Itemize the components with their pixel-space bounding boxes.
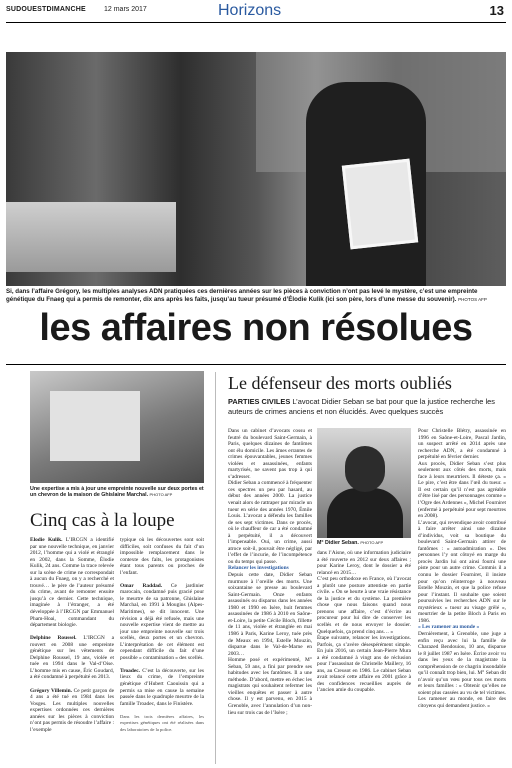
defenseur-title: Le défenseur des morts oubliés	[228, 373, 452, 393]
section-title: Horizons	[218, 2, 282, 19]
seban-caption: M° Didier Seban. PHOTO AFP	[317, 540, 384, 546]
main-photo-caption: Si, dans l’affaire Grégory, les multiples analyses ADN pratiquées ces dernières années sur les pièces à conviction n’ont pas levé le mystère, c’est une empreinte génétique du Fnaeg qui a permis de remonter, dix ans après les faits, jusqu’au tueur présumé d’Élodie Kulik (ici son père, lors d’une messe du souvenir). PHOTOS AFP	[6, 288, 487, 303]
column-divider	[215, 372, 216, 764]
page-header	[0, 0, 512, 22]
header-divider	[6, 22, 506, 23]
headline-divider	[6, 364, 506, 365]
page-number: 13	[489, 3, 504, 18]
article-col-2: dans l’Aisne, où une information judiciaire a été rouverte en 2012 sur deux affaires ; pour Karine Leroy, dont le dossier a été relancé en 2015… C’est peu orthodoxe en France, où l’avocat a plutôt une posture attentiste en partie civile. « On se heurte à une vraie résistance de la justice et du système. La première chose que nous faisons quand nous prenons une affaire, c’est d’écrire au procureur pour lui dire de conserver les scellés et de nous envoyer le dossier. Quelquefois, ça prend cinq ans… » Étape suivante, relancer les investigations. Parfois, ça s’avère désespérément simple. En juin 2016, un certain Jean-Pierre Mura a été condamné à vingt ans de réclusion pour l’assassinat de Christelle Maillery, 16 ans, au Creusot en 1986. Le cabinet Seban avait relancé cette affaire en 2001 grâce à des confidences recueillies auprès de l’ancien amie du coupable.	[317, 550, 411, 694]
house-photo	[30, 371, 204, 483]
brand-logo: SUDOUESTDIMANCHE	[6, 6, 86, 13]
page-headline: les affaires non résolues	[39, 307, 473, 349]
article-col-1: Dans un cabinet d’avocats cossu et feutré du boulevard Saint-Germain, à Paris, quelques dizaines de fantômes ont élu domicile. Les âmes errantes de crimes épouvantables, jeunes femmes violées et assassinées, enfants martyrisés, ne savent pas trop à qui s’adresser. Didier Seban a commencé à fréquenter ces spectres un peu par hasard, au début des années 2000. La justice venait alors de rattraper par miracle un tueur en série des années 1970, Émile Louis. L’avocat a défendu les familles de ses sept victimes. Dans ce procès, où le chauffeur de car a été condamné à perpétuité, il a découvert l’impensable. Oui, un crime, aussi atroce soit-il, pouvait être négligé, par l’effet de l’incurie, de l’incompétence ou du temps qui passe. Relancer les investigations Depuis cette date, Didier Seban murmure à l’oreille des morts. Une soixantaine se presse au boulevard Saint-Germain. Onze enfants assassinés ou disparus dans les années 1980 et 1990 en Isère, huit femmes assassinées de 1986 à 2010 en Saône-et-Loire, la petite Cécile Bloch, fillette de 11 ans, violée et étranglée en mai 1986 à Paris, Karine Leroy, tuée près de Meaux en 1994, Estelle Mouzin, disparue dans le Val-de-Marne en 2003… Homme posé et expérimenté, M° Seban, 59 ans, a fini par prendre ses habitudes avec les fantômes. Il a une méthode. D’abord, mettre en échec les magistrats qui souhaitent refermer les vieilles enquêtes et passer à autre chose. Il y est parvenu, en 2015 à Grenoble, avec l’annulation d’un non-lieu sur trois cas de l’Isère ;	[228, 428, 312, 716]
article-chapeau: PARTIES CIVILES L’avocat Didier Seban se bat pour que la justice recherche les auteurs de crimes anciens et non élucidés. Avec quelques succès	[228, 397, 495, 416]
seban-portrait	[317, 428, 411, 538]
cinq-cas-col-1: Élodie Kulik. L’IRCGN a identifié par une nouvelle technique, en janvier 2012, l’homme qui a violé et étranglé en 2002, dans la Somme, Élodie Kulik, 24 ans. Comme la trace relevée sur la scène de crime ne correspondait à aucun du Fnaeg, on y a recherché et trouvé… le père de l’auteur présumé du crime, avant de remonter ensuite jusqu’à ce dernier. Cette technique, imaginée à l’étranger, a été développée à l’IRCGN par Emmanuel Pham-Hoai, commandant du département biologie. Delphine Roussel. L’IRCGN a rouvert en 2008 une empreinte génétique sur les vêtements de Delphine Roussel, 19 ans, violée et tuée en 1994 dans le Val-d’Oise. L’homme mis en cause, Éric Goudard, a été condamné à perpétuité en 2013. Grégory Villemin. Ce petit garçon de 4 ans a été tué en 1984 dans les Vosges. Les multiples nouvelles expertises ordonnées ces dernières années sur les pièces à conviction n’ont pas permis de résoudre l’affaire : l’exemple	[30, 537, 114, 733]
cinq-cas-col-2: typique où les découvertes sont soit difficiles, soit confuses du fait d’un impossible remplacement dans le contexte des faits, les protagonistes étant tous parents ou proches de l’enfant. Omar Raddad. Ce jardinier marocain, condamné puis gracié pour le meurtre de sa patronne, Ghislaine Marchal, en 1991 à Mougins (Alpes-Maritimes), se dit innocent. Une révision a déjà été refusée, mais une nouvelle expertise vient de mettre au jour une empreinte nouvelle sur trois scellés, deux portes et un chevron. L’interprétation de cet élément est cependant difficile du fait d’une possible « contamination » des scellés. Troadec. C’est la découverte, sur les lieux du crime, de l’empreinte génétique d’Hubert Caouissin qui a permis sa mise en cause la semaine passée dans le quadruple meurtre de la famille Troadec, dans le Finistère. Dans les trois dernières affaires, les expertises génétiques ont été réalisées dans des laboratoires de la police.	[120, 537, 204, 732]
house-photo-caption: Une expertise a mis à jour une empreinte nouvelle sur deux portes et un chevron de la maison de Ghislaine Marchal. PHOTO AFP	[30, 486, 204, 499]
article-col-3: Pour Christelle Blétry, assassinée en 1996 en Saône-et-Loire, Pascal Jardin, un suspect arrêté en 2014 après une recherche ADN, a été condamné à perpétuité en février dernier. Aux procès, Didier Seban s’est plus seulement aux côtés des morts, mais face à leurs meurtriers. Il déteste ça. « Le pire, c’est être dans l’œil du tueur. » Il est certain qu’il n’est pas agréable d’être lisé par des personnages comme « l’Ogre des Ardennes », Michel Fourniret (enfermé à perpétuité pour sept meurtres en 2008). L’avocat, qui revendique avoir contribué à faire arrêter ainsi une dizaine d’individus, voit sa boutique du boulevard Saint-Germain attirer de fantômes : « autoadmiration ». Des personnes l’y ont côtoyé en marge du procès Jardin lui ont ainsi fourni une piste pour un autre crime. Commis il a connu le dossier Fourniret, il insiste pour qu’on réinterroge à nouveau Estelle Mouzin, et que la police refuse pour l’instant. Il souhaite que soient poursuivies les recherches ADN sur le mystérieux « tueur au visage grêlé », meurtrier de la petite Bloch à Paris en 1986. « Les ramener au monde » Dernièrement, à Grenoble, une juge a enfin reçu avec lui la famille de Charazed Bendouiou, 10 ans, disparue le 8 juillet 1987 en Isère. Écrire avoir vu dans les yeux de la magistrate la compréhension de ce chagrin insondable qu’il connaît trop bien, lui. M° Seban dit n’avoir qu’un vœu pour tous ces morts et leurs familles : « Obtenir qu’elles ne soient plus cassées au vu de tel victimes. Les ramener au monde, en faire des citoyens qui demandent justice. »	[418, 428, 506, 709]
main-photo	[6, 52, 506, 286]
issue-date: 12 mars 2017	[104, 6, 147, 13]
cinq-cas-title: Cinq cas à la loupe	[30, 510, 175, 531]
